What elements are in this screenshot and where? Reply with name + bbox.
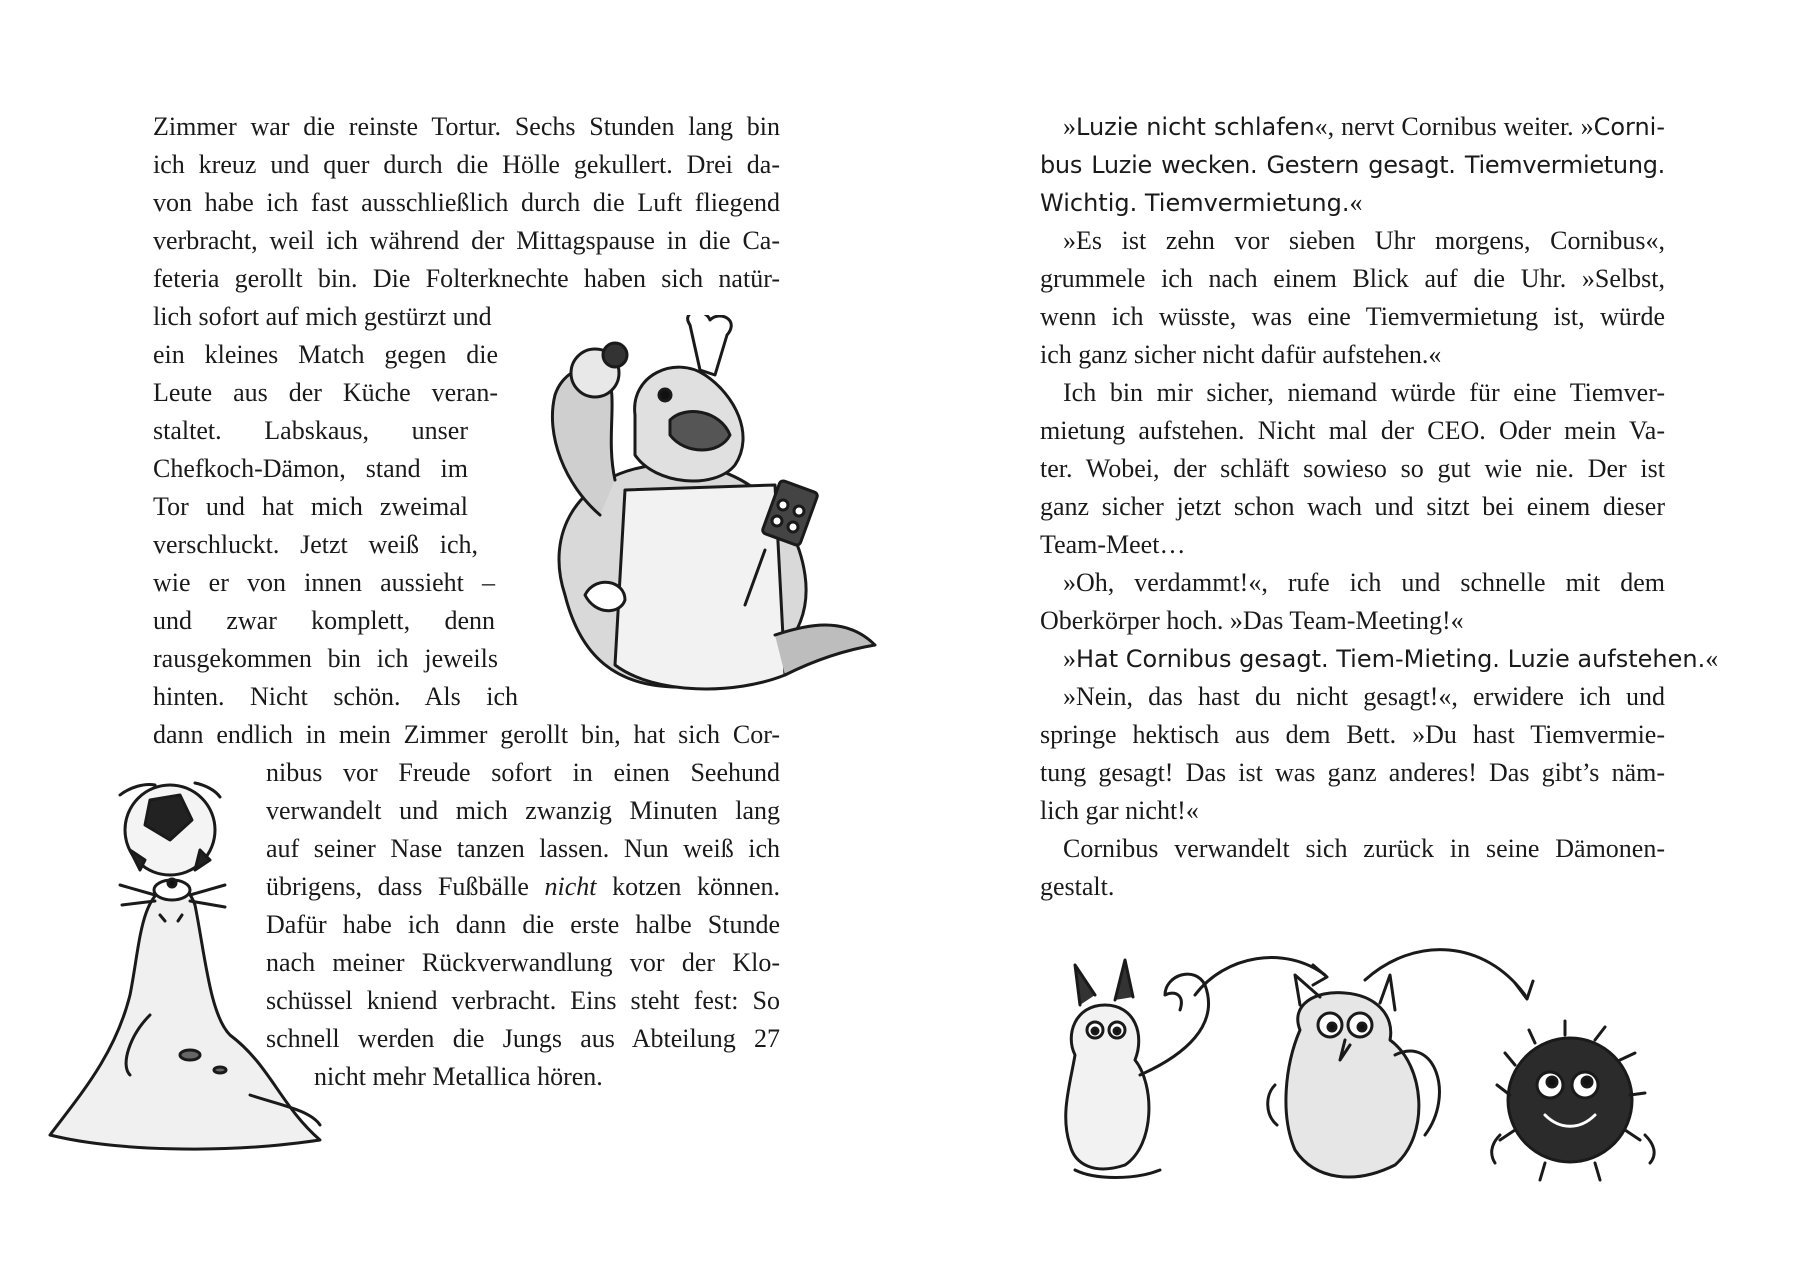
- text-line: [266, 868, 780, 906]
- chef-demon-illustration: [505, 315, 885, 710]
- text-line: ich kreuz und quer durch die Hölle gekullert. Drei da-: [153, 150, 780, 179]
- text-segment: «: [1349, 188, 1363, 217]
- text-line: nibus vor Freude sofort in einen Seehund: [266, 758, 780, 787]
- text-line: lich sofort auf mich gestürzt und: [153, 302, 492, 331]
- text-line: feteria gerollt bin. Die Folterknechte haben sich natür-: [153, 264, 780, 293]
- text-line: und zwar komplett, denn: [153, 606, 495, 635]
- handwritten-dialogue: Hat Cornibus gesagt. Tiem-Mieting. Luzie aufstehen.: [1076, 645, 1706, 673]
- text-line: tung gesagt! Das ist was ganz anderes! Das gibt’s näm-: [1040, 758, 1665, 787]
- text-line: hinten. Nicht schön. Als ich: [153, 682, 518, 711]
- text-line: dann endlich in mein Zimmer gerollt bin, hat sich Cor-: [153, 720, 780, 749]
- text-line: ein kleines Match gegen die: [153, 340, 498, 369]
- text-line: rausgekommen bin ich jeweils: [153, 644, 498, 673]
- text-segment: übrigens, dass Fußbälle: [266, 872, 545, 901]
- text-line: [1040, 184, 1665, 222]
- text-line: nach meiner Rückverwandlung vor der Klo-: [266, 948, 780, 977]
- handwritten-dialogue: Luzie nicht schlafen: [1076, 113, 1315, 141]
- emphasis-text: nicht: [544, 872, 597, 901]
- text-line: mietung aufstehen. Nicht mal der CEO. Oder mein Va-: [1040, 416, 1665, 445]
- text-line: Dafür habe ich dann die erste halbe Stunde: [266, 910, 780, 939]
- text-line: verschluckt. Jetzt weiß ich,: [153, 530, 478, 559]
- transformation-sequence-illustration: [1045, 935, 1685, 1195]
- text-line: Cornibus verwandelt sich zurück in seine Dämonen-: [1063, 834, 1665, 863]
- text-line: Ich bin mir sicher, niemand würde für eine Tiemver-: [1063, 378, 1665, 407]
- text-line: gestalt.: [1040, 872, 1115, 901]
- text-line: auf seiner Nase tanzen lassen. Nun weiß ich: [266, 834, 780, 863]
- text-line: Oberkörper hoch. »Das Team-Meeting!«: [1040, 606, 1464, 635]
- text-segment: »: [1063, 112, 1076, 141]
- text-line: »Nein, das hast du nicht gesagt!«, erwidere ich und: [1063, 682, 1665, 711]
- text-line: wenn ich wüsste, was eine Tiemvermietung ist, würde: [1040, 302, 1665, 331]
- text-line: von habe ich fast ausschließlich durch die Luft fliegend: [153, 188, 780, 217]
- text-line: Chefkoch-Dämon, stand im: [153, 454, 468, 483]
- text-line: wie er von innen aussieht –: [153, 568, 495, 597]
- text-line: ter. Wobei, der schläft sowieso so gut wie nie. Der ist: [1040, 454, 1665, 483]
- text-line: lich gar nicht!«: [1040, 796, 1199, 825]
- text-line: grummele ich nach einem Blick auf die Uhr. »Selbst,: [1040, 264, 1665, 293]
- text-segment: «, nervt Cornibus weiter. »: [1314, 112, 1594, 141]
- text-line: verbracht, weil ich während der Mittagspause in die Ca-: [153, 226, 780, 255]
- text-line: Tor und hat mich zweimal: [153, 492, 468, 521]
- handwritten-line: bus Luzie wecken. Gestern gesagt. Tiemvermietung.: [1040, 151, 1665, 179]
- text-segment: kotzen können.: [596, 872, 780, 901]
- text-line: springe hektisch aus dem Bett. »Du hast Tiemvermie-: [1040, 720, 1665, 749]
- text-line: nicht mehr Metallica hören.: [314, 1062, 603, 1091]
- text-line: »Es ist zehn vor sieben Uhr morgens, Cornibus«,: [1063, 226, 1665, 255]
- text-line: schüssel kniend verbracht. Eins steht fest: So: [266, 986, 780, 1015]
- text-line: ich ganz sicher nicht dafür aufstehen.«: [1040, 340, 1442, 369]
- text-line: Zimmer war die reinste Tortur. Sechs Stunden lang bin: [153, 112, 780, 141]
- text-line: [1063, 640, 1719, 678]
- text-line: verwandelt und mich zwanzig Minuten lang: [266, 796, 780, 825]
- text-line: ganz sicher jetzt schon wach und sitzt bei einem dieser: [1040, 492, 1665, 521]
- seal-with-football-illustration: [20, 765, 340, 1160]
- text-segment: »: [1063, 644, 1076, 673]
- text-line: schnell werden die Jungs aus Abteilung 27: [266, 1024, 780, 1053]
- text-line: [1063, 108, 1665, 146]
- text-line: Leute aus der Küche veran-: [153, 378, 498, 407]
- text-line: »Oh, verdammt!«, rufe ich und schnelle mit dem: [1063, 568, 1665, 597]
- handwritten-dialogue: Corni-: [1593, 113, 1666, 141]
- text-line: Team-Meet…: [1040, 530, 1186, 559]
- text-segment: «: [1705, 644, 1719, 673]
- handwritten-dialogue: Wichtig. Tiemvermietung.: [1040, 189, 1350, 217]
- text-line: staltet. Labskaus, unser: [153, 416, 468, 445]
